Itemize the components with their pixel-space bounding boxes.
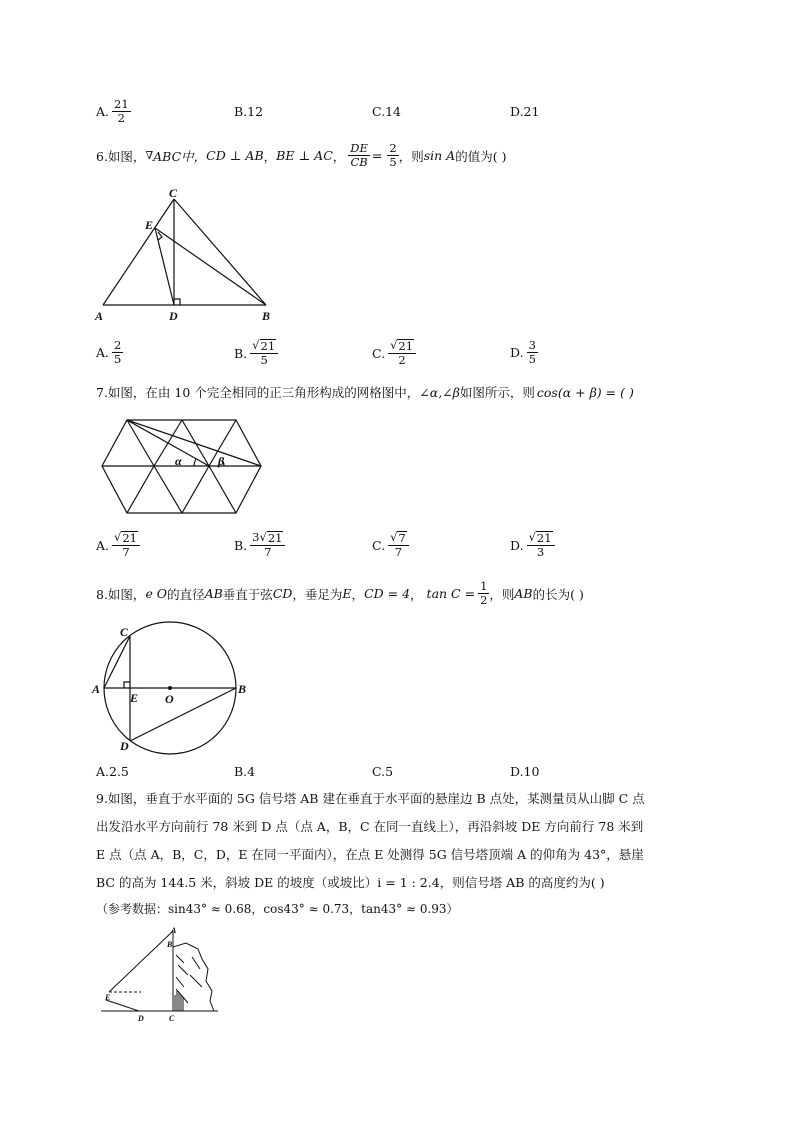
svg-text:D: D (120, 739, 129, 753)
svg-text:A: A (95, 309, 104, 323)
q5-option-d: D.21 (510, 104, 540, 119)
right-angle-e (158, 232, 162, 240)
svg-text:D: D (169, 309, 178, 323)
svg-text:β: β (218, 454, 225, 468)
svg-text:C: C (169, 186, 178, 200)
q7-option-a: A. √ 21 7 (96, 531, 140, 559)
svg-text:E: E (105, 993, 111, 1002)
segment-bd (130, 688, 236, 741)
option-label: A. (96, 104, 110, 119)
q8-option-c: C.5 (372, 764, 394, 779)
q6-option-a: A. $\frac{2}{5}$ (96, 338, 122, 366)
ray-alpha (127, 420, 209, 466)
q9-line-2: 出发沿水平方向前行 78 米到 D 点（点 A，B，C 在同一直线上），再沿斜坡 DE 方向前行 78 米到 (96, 819, 644, 834)
sight-line-ea (109, 931, 173, 992)
svg-text:B: B (262, 309, 271, 323)
q9-reference-data: （参考数据：sin43° ≈ 0.68，cos43° ≈ 0.73，tan43° ≈ 0.93） (96, 902, 459, 916)
q5-option-b: B.12 (234, 104, 264, 119)
q9-line-1: 9.如图，垂直于水平面的 5G 信号塔 AB 建在垂直于水平面的悬崖边 B 点处，某测量员从山脚 C 点 (96, 791, 645, 806)
svg-text:C: C (120, 625, 129, 639)
q6-option-d: D. $\frac{3}{5}$ (510, 338, 536, 366)
q8-stem: 8.如图， e O 的直径 AB 垂直于弦 CD ，垂足为 E ， CD = 4 ， tan C = $\frac{1}{2}$ ，则 AB 的长为( ) (96, 579, 584, 607)
q8-circle-figure (90, 618, 260, 758)
slope-de (106, 1000, 139, 1011)
q8-option-a: A.2.5 (96, 764, 129, 779)
q8-option-b: B.4 (234, 764, 256, 779)
q6-stem: 6.如图， ∇ ABC中， CD ⊥ AB ， BE ⊥ AC ， $\frac{DE}{CB}$ = $\frac{2}{5}$ ，则 sin A 的值为( ) (96, 141, 507, 169)
q5-option-c: C.14 (372, 104, 401, 119)
q7-stem: 7.如图，在由 10 个完全相同的正三角形构成的网格图中， ∠α,∠β 如图所示，则 cos(α + β) = ( ) (96, 384, 634, 400)
q6-option-b: B. √ 21 5 (234, 339, 278, 367)
center-point (168, 686, 172, 690)
svg-text:α: α (175, 454, 182, 468)
segment-ac (104, 636, 130, 688)
q7-triangle-grid-figure (98, 417, 264, 517)
ray-beta (127, 420, 261, 466)
right-angle-d (174, 299, 180, 305)
triangle-symbol-icon: ∇ (145, 149, 154, 162)
angle-arc-alpha (194, 459, 196, 466)
q6-option-c: C. √ 21 2 (372, 339, 416, 367)
svg-text:B: B (167, 940, 173, 949)
svg-text:C: C (169, 1014, 175, 1023)
q7-option-c: C. √ 7 7 (372, 531, 409, 559)
fraction: $\frac{21}{2}$ (114, 97, 129, 125)
svg-text:D: D (138, 1014, 144, 1023)
svg-text:B: B (238, 682, 247, 696)
svg-text:A: A (171, 926, 177, 935)
q9-cliff-tower-figure (96, 925, 226, 1025)
q5-option-a (96, 98, 131, 125)
q6-triangle-figure (90, 185, 290, 325)
q9-line-4: BC 的高为 144.5 米，斜坡 DE 的坡度（或坡比）i = 1 : 2.4，则信号塔 AB 的高度约为( ) (96, 875, 605, 890)
side-ac (103, 199, 174, 305)
q7-option-d: D. √ 21 3 (510, 531, 555, 559)
q8-option-d: D.10 (510, 764, 540, 779)
right-angle-e (124, 682, 130, 688)
q9-line-3: E 点（点 A，B，C，D，E 在同一平面内），在点 E 处测得 5G 信号塔顶端 A 的仰角为 43°，悬崖 (96, 847, 644, 862)
svg-text:A: A (92, 682, 101, 696)
svg-text:E: E (130, 691, 139, 705)
svg-text:E: E (145, 218, 154, 232)
svg-text:O: O (165, 692, 174, 706)
q7-option-b: B. 3 √ 21 7 (234, 531, 285, 559)
side-bc (174, 199, 266, 305)
